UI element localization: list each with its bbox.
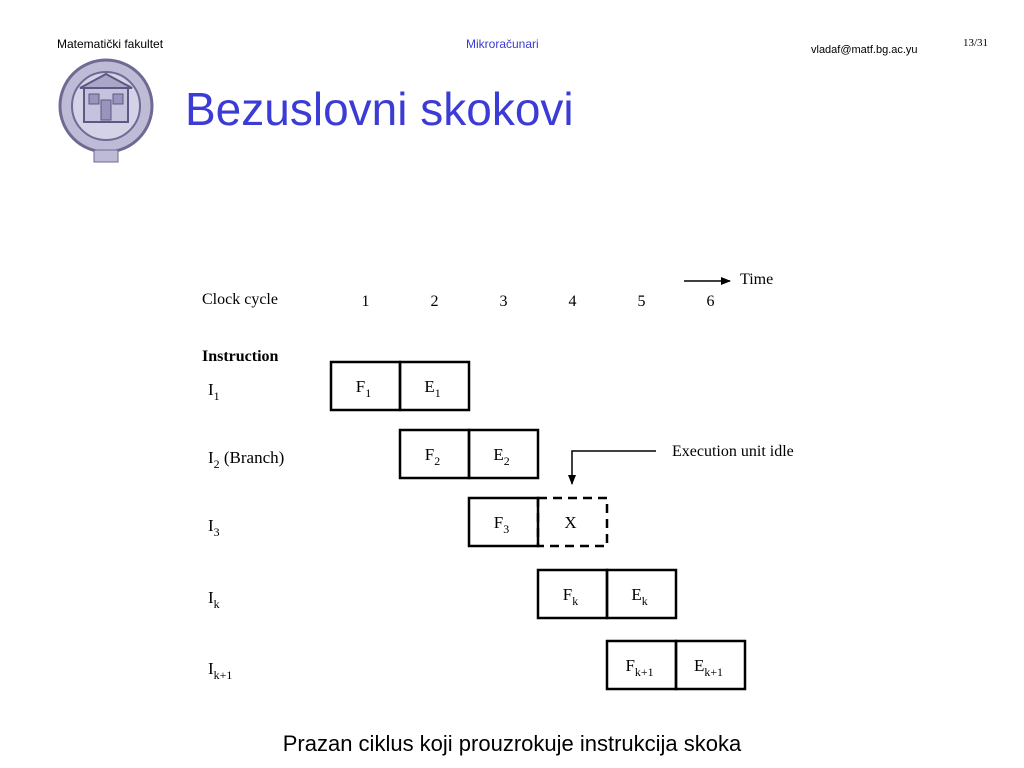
- stage-label-subscript: 2: [434, 454, 441, 468]
- instruction-row-label-subscript: 2: [213, 457, 220, 471]
- instruction-row-label: [208, 516, 220, 539]
- instruction-row-label: [208, 588, 220, 611]
- header-email: vladaf@matf.bg.ac.yu: [811, 44, 918, 56]
- stage-label: [425, 445, 440, 468]
- instruction-row-label-main: I: [208, 380, 214, 399]
- stage-label-main: X: [564, 513, 577, 532]
- clock-cycle-label: Clock cycle: [202, 291, 278, 308]
- stage-label: [631, 585, 647, 608]
- instruction-row-label-subscript: k: [213, 597, 220, 611]
- instruction-row-label: [208, 380, 220, 403]
- stage-label: [625, 656, 653, 679]
- instruction-row-label-subscript: 1: [213, 389, 220, 403]
- stage-label-subscript: 1: [365, 386, 372, 400]
- instruction-row-label-main: I: [208, 516, 214, 535]
- page-number: 13/31: [963, 37, 989, 49]
- stage-label-subscript: 1: [434, 386, 441, 400]
- instruction-row-label-main: I: [208, 588, 214, 607]
- stage-label-main: F: [493, 513, 504, 532]
- stage-label-subscript: k: [641, 594, 648, 608]
- clock-cycle-number: 5: [637, 293, 646, 310]
- stage-label-subscript: k+1: [704, 665, 723, 679]
- instruction-row-label-main: I: [208, 448, 214, 467]
- stage-label-subscript: 2: [503, 454, 510, 468]
- slide-caption: Prazan ciklus koji prouzrokuje instrukcija skoka: [282, 731, 742, 756]
- header-course: Mikroračunari: [466, 37, 539, 51]
- stage-label: [564, 513, 576, 532]
- stage-label-main: F: [625, 656, 635, 675]
- stage-label: [493, 445, 509, 468]
- clock-cycle-number: 2: [430, 293, 439, 310]
- stage-label-main: F: [562, 585, 573, 604]
- clock-cycle-number: 3: [499, 293, 508, 310]
- slide-title: Bezuslovni skokovi: [185, 83, 574, 135]
- stage-label: [494, 513, 509, 536]
- stage-label-main: F: [355, 377, 366, 396]
- instruction-row-label-subscript: k+1: [213, 668, 233, 682]
- time-label: Time: [740, 271, 774, 288]
- stage-label: [424, 377, 440, 400]
- instruction-row-label: [208, 448, 284, 471]
- instruction-header: Instruction: [202, 348, 279, 365]
- header-faculty: Matematički fakultet: [57, 37, 164, 51]
- stage-label-subscript: 3: [503, 522, 510, 536]
- stage-label: [563, 585, 578, 608]
- stage-label-main: E: [424, 377, 435, 396]
- clock-cycle-number: 4: [568, 293, 577, 310]
- stage-label: [356, 377, 371, 400]
- instruction-row-label-subscript: 3: [213, 525, 220, 539]
- instruction-row-label-main: I: [208, 659, 214, 678]
- stage-label: [694, 656, 723, 679]
- stage-label-subscript: k: [572, 594, 579, 608]
- instruction-row-label: [208, 659, 232, 682]
- clock-cycle-number: 1: [361, 293, 370, 310]
- stage-label-main: E: [631, 585, 642, 604]
- idle-label: Execution unit idle: [672, 443, 794, 460]
- stage-label-main: E: [694, 656, 705, 675]
- clock-cycle-number: 6: [706, 293, 715, 310]
- stage-label-subscript: k+1: [634, 665, 654, 679]
- idle-arrow: [572, 451, 656, 484]
- stage-label-main: E: [493, 445, 504, 464]
- stage-label-main: F: [424, 445, 435, 464]
- instruction-row-suffix: (Branch): [219, 448, 285, 467]
